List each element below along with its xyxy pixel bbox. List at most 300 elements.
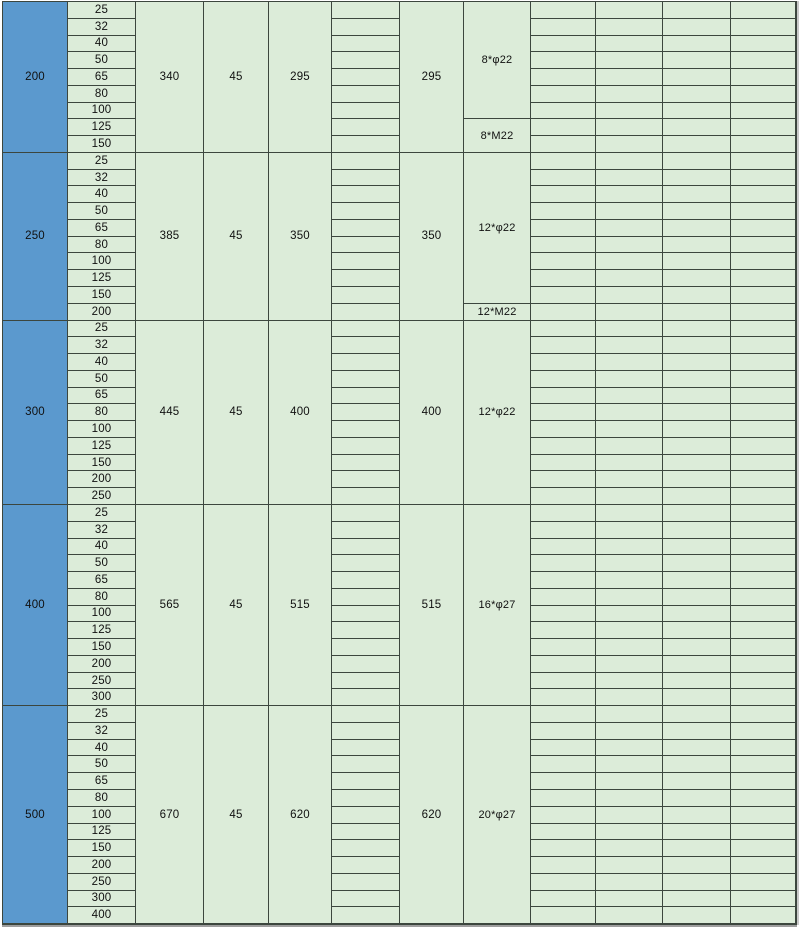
empty-cell <box>531 840 596 857</box>
size-cell: 300 <box>68 891 136 908</box>
empty-cell <box>596 840 663 857</box>
empty-cell <box>531 756 596 773</box>
dim-cell: 515 <box>269 505 332 706</box>
empty-cell <box>596 404 663 421</box>
empty-cell <box>663 824 731 841</box>
empty-cell <box>731 639 796 656</box>
empty-cell <box>596 19 663 36</box>
empty-cell <box>663 103 731 120</box>
empty-cell <box>596 438 663 455</box>
dim-cell: 385 <box>136 153 204 321</box>
empty-cell <box>596 488 663 505</box>
empty-cell <box>332 589 400 606</box>
empty-cell <box>531 354 596 371</box>
empty-cell <box>731 354 796 371</box>
dim-cell: 295 <box>269 2 332 153</box>
empty-cell <box>596 170 663 187</box>
size-cell: 25 <box>68 2 136 19</box>
empty-cell <box>332 36 400 53</box>
empty-cell <box>596 237 663 254</box>
empty-cell <box>531 740 596 757</box>
dim-cell: 445 <box>136 321 204 505</box>
empty-cell <box>731 371 796 388</box>
empty-cell <box>332 471 400 488</box>
empty-cell <box>332 807 400 824</box>
empty-cell <box>663 807 731 824</box>
empty-cell <box>332 639 400 656</box>
empty-cell <box>531 421 596 438</box>
size-cell: 80 <box>68 589 136 606</box>
bolt-spec-cell: 12*φ22 <box>464 153 531 304</box>
size-cell: 40 <box>68 36 136 53</box>
empty-cell <box>731 438 796 455</box>
size-cell: 200 <box>68 304 136 321</box>
empty-cell <box>332 622 400 639</box>
empty-cell <box>663 36 731 53</box>
empty-cell <box>531 270 596 287</box>
empty-cell <box>531 136 596 153</box>
empty-cell <box>531 237 596 254</box>
size-cell: 150 <box>68 136 136 153</box>
empty-cell <box>332 555 400 572</box>
size-cell: 32 <box>68 170 136 187</box>
empty-cell <box>731 622 796 639</box>
empty-cell <box>531 824 596 841</box>
empty-cell <box>596 572 663 589</box>
empty-cell <box>531 656 596 673</box>
empty-cell <box>663 2 731 19</box>
empty-cell <box>596 706 663 723</box>
empty-cell <box>663 656 731 673</box>
empty-cell <box>531 304 596 321</box>
dn-cell: 250 <box>3 153 68 321</box>
empty-cell <box>332 237 400 254</box>
empty-cell <box>663 321 731 338</box>
size-cell: 150 <box>68 840 136 857</box>
empty-cell <box>531 69 596 86</box>
empty-cell <box>531 471 596 488</box>
dim-cell: 45 <box>204 505 269 706</box>
empty-cell <box>663 304 731 321</box>
empty-cell <box>731 773 796 790</box>
empty-cell <box>332 354 400 371</box>
size-cell: 400 <box>68 907 136 924</box>
empty-cell <box>663 773 731 790</box>
empty-cell <box>731 220 796 237</box>
empty-cell <box>531 807 596 824</box>
dimension-table <box>2 1 797 925</box>
empty-cell <box>531 287 596 304</box>
empty-cell <box>731 656 796 673</box>
bolt-spec-cell: 8*φ22 <box>464 2 531 119</box>
size-cell: 100 <box>68 606 136 623</box>
empty-cell <box>531 404 596 421</box>
empty-cell <box>332 455 400 472</box>
dim-cell: 670 <box>136 706 204 924</box>
empty-cell <box>663 438 731 455</box>
empty-cell <box>332 388 400 405</box>
empty-cell <box>731 522 796 539</box>
size-cell: 80 <box>68 86 136 103</box>
empty-cell <box>596 907 663 924</box>
empty-cell <box>731 488 796 505</box>
empty-cell <box>663 790 731 807</box>
empty-cell <box>596 589 663 606</box>
empty-cell <box>596 723 663 740</box>
empty-cell <box>731 103 796 120</box>
bolt-spec-cell: 20*φ27 <box>464 706 531 924</box>
empty-cell <box>731 689 796 706</box>
empty-cell <box>531 689 596 706</box>
empty-cell <box>663 253 731 270</box>
empty-cell <box>531 874 596 891</box>
empty-cell <box>731 270 796 287</box>
dn-cell: 400 <box>3 505 68 706</box>
empty-cell <box>596 119 663 136</box>
empty-cell <box>663 857 731 874</box>
empty-cell <box>663 52 731 69</box>
dim-cell: 295 <box>400 2 464 153</box>
size-cell: 40 <box>68 354 136 371</box>
empty-cell <box>332 2 400 19</box>
empty-cell <box>332 86 400 103</box>
empty-cell <box>531 891 596 908</box>
empty-cell <box>731 555 796 572</box>
size-cell: 32 <box>68 19 136 36</box>
empty-cell <box>731 756 796 773</box>
bolt-spec-cell: 8*M22 <box>464 119 531 153</box>
empty-cell <box>332 840 400 857</box>
empty-cell <box>663 471 731 488</box>
empty-cell <box>596 388 663 405</box>
empty-cell <box>663 86 731 103</box>
empty-cell <box>663 891 731 908</box>
size-cell: 80 <box>68 790 136 807</box>
empty-cell <box>332 907 400 924</box>
size-cell: 32 <box>68 723 136 740</box>
size-cell: 32 <box>68 522 136 539</box>
empty-cell <box>332 270 400 287</box>
empty-cell <box>596 522 663 539</box>
empty-cell <box>731 119 796 136</box>
empty-cell <box>596 824 663 841</box>
empty-cell <box>596 2 663 19</box>
empty-cell <box>596 287 663 304</box>
dim-cell: 45 <box>204 706 269 924</box>
empty-cell <box>663 723 731 740</box>
dimension-table-grid <box>3 2 796 924</box>
empty-cell <box>332 689 400 706</box>
empty-cell <box>332 740 400 757</box>
empty-cell <box>332 304 400 321</box>
empty-cell <box>731 706 796 723</box>
empty-cell <box>731 723 796 740</box>
empty-cell <box>332 203 400 220</box>
size-cell: 125 <box>68 824 136 841</box>
empty-cell <box>596 337 663 354</box>
empty-cell <box>663 119 731 136</box>
empty-cell <box>596 186 663 203</box>
empty-cell <box>731 606 796 623</box>
empty-cell <box>731 790 796 807</box>
empty-cell <box>663 337 731 354</box>
empty-cell <box>332 19 400 36</box>
size-cell: 40 <box>68 539 136 556</box>
bolt-spec-cell: 16*φ27 <box>464 505 531 706</box>
size-cell: 65 <box>68 388 136 405</box>
empty-cell <box>332 287 400 304</box>
empty-cell <box>731 287 796 304</box>
empty-cell <box>332 186 400 203</box>
dim-cell: 620 <box>400 706 464 924</box>
size-cell: 65 <box>68 773 136 790</box>
empty-cell <box>596 304 663 321</box>
size-cell: 50 <box>68 203 136 220</box>
size-cell: 100 <box>68 253 136 270</box>
empty-cell <box>596 69 663 86</box>
empty-cell <box>332 790 400 807</box>
empty-cell <box>663 186 731 203</box>
empty-cell <box>596 539 663 556</box>
empty-cell <box>596 874 663 891</box>
empty-cell <box>731 539 796 556</box>
empty-cell <box>332 656 400 673</box>
size-cell: 150 <box>68 639 136 656</box>
size-cell: 65 <box>68 220 136 237</box>
empty-cell <box>531 388 596 405</box>
dn-cell: 200 <box>3 2 68 153</box>
empty-cell <box>596 86 663 103</box>
empty-cell <box>596 471 663 488</box>
dim-cell: 45 <box>204 321 269 505</box>
empty-cell <box>531 723 596 740</box>
empty-cell <box>332 337 400 354</box>
empty-cell <box>531 2 596 19</box>
empty-cell <box>332 673 400 690</box>
dim-cell: 565 <box>136 505 204 706</box>
empty-cell <box>596 136 663 153</box>
dim-cell: 45 <box>204 2 269 153</box>
size-cell: 100 <box>68 807 136 824</box>
empty-cell <box>731 857 796 874</box>
empty-cell <box>332 136 400 153</box>
empty-cell <box>731 891 796 908</box>
empty-cell <box>531 203 596 220</box>
empty-cell <box>731 86 796 103</box>
empty-cell <box>531 186 596 203</box>
empty-cell <box>663 170 731 187</box>
empty-cell <box>596 740 663 757</box>
empty-cell <box>531 103 596 120</box>
empty-cell <box>663 756 731 773</box>
empty-cell <box>332 321 400 338</box>
size-cell: 250 <box>68 488 136 505</box>
empty-cell <box>731 203 796 220</box>
empty-cell <box>596 421 663 438</box>
empty-cell <box>332 404 400 421</box>
size-cell: 25 <box>68 321 136 338</box>
empty-cell <box>731 673 796 690</box>
size-cell: 200 <box>68 656 136 673</box>
empty-cell <box>731 455 796 472</box>
empty-cell <box>663 388 731 405</box>
empty-cell <box>531 589 596 606</box>
size-cell: 200 <box>68 857 136 874</box>
size-cell: 300 <box>68 689 136 706</box>
empty-cell <box>596 857 663 874</box>
empty-cell <box>531 673 596 690</box>
empty-cell <box>596 773 663 790</box>
empty-cell <box>663 572 731 589</box>
empty-cell <box>332 824 400 841</box>
empty-cell <box>663 153 731 170</box>
empty-cell <box>731 874 796 891</box>
empty-cell <box>731 19 796 36</box>
empty-cell <box>731 421 796 438</box>
empty-cell <box>332 857 400 874</box>
size-cell: 125 <box>68 119 136 136</box>
empty-cell <box>596 455 663 472</box>
empty-cell <box>531 455 596 472</box>
empty-cell <box>531 790 596 807</box>
size-cell: 50 <box>68 756 136 773</box>
empty-cell <box>596 807 663 824</box>
empty-cell <box>332 488 400 505</box>
bolt-spec-cell: 12*M22 <box>464 304 531 321</box>
empty-cell <box>596 673 663 690</box>
empty-cell <box>531 19 596 36</box>
empty-cell <box>663 555 731 572</box>
empty-cell <box>596 52 663 69</box>
empty-cell <box>663 589 731 606</box>
size-cell: 50 <box>68 555 136 572</box>
empty-cell <box>531 907 596 924</box>
size-cell: 25 <box>68 505 136 522</box>
empty-cell <box>663 907 731 924</box>
dim-cell: 340 <box>136 2 204 153</box>
empty-cell <box>663 287 731 304</box>
empty-cell <box>731 572 796 589</box>
empty-cell <box>531 857 596 874</box>
empty-cell <box>531 119 596 136</box>
empty-cell <box>332 706 400 723</box>
empty-cell <box>596 790 663 807</box>
empty-cell <box>663 19 731 36</box>
empty-cell <box>663 840 731 857</box>
empty-cell <box>531 773 596 790</box>
empty-cell <box>731 740 796 757</box>
dim-cell: 350 <box>269 153 332 321</box>
empty-cell <box>731 170 796 187</box>
empty-cell <box>663 220 731 237</box>
empty-cell <box>663 203 731 220</box>
bolt-spec-cell: 12*φ22 <box>464 321 531 505</box>
empty-cell <box>731 321 796 338</box>
size-cell: 50 <box>68 371 136 388</box>
empty-cell <box>731 824 796 841</box>
empty-cell <box>596 153 663 170</box>
empty-cell <box>663 270 731 287</box>
empty-cell <box>332 220 400 237</box>
empty-cell <box>663 639 731 656</box>
empty-cell <box>596 891 663 908</box>
empty-cell <box>731 69 796 86</box>
size-cell: 80 <box>68 404 136 421</box>
empty-cell <box>731 337 796 354</box>
size-cell: 125 <box>68 438 136 455</box>
size-cell: 25 <box>68 153 136 170</box>
empty-cell <box>596 270 663 287</box>
empty-cell <box>332 723 400 740</box>
empty-cell <box>596 689 663 706</box>
empty-cell <box>531 606 596 623</box>
empty-cell <box>596 220 663 237</box>
empty-cell <box>596 505 663 522</box>
empty-cell <box>332 606 400 623</box>
empty-cell <box>596 656 663 673</box>
size-cell: 40 <box>68 740 136 757</box>
empty-cell <box>332 52 400 69</box>
empty-cell <box>531 522 596 539</box>
empty-cell <box>332 119 400 136</box>
empty-cell <box>731 471 796 488</box>
empty-cell <box>531 488 596 505</box>
size-cell: 40 <box>68 186 136 203</box>
empty-cell <box>596 354 663 371</box>
empty-cell <box>663 421 731 438</box>
size-cell: 200 <box>68 471 136 488</box>
empty-cell <box>596 555 663 572</box>
empty-cell <box>731 36 796 53</box>
empty-cell <box>332 874 400 891</box>
empty-cell <box>663 622 731 639</box>
size-cell: 125 <box>68 270 136 287</box>
empty-cell <box>596 622 663 639</box>
empty-cell <box>332 170 400 187</box>
empty-cell <box>731 52 796 69</box>
empty-cell <box>332 253 400 270</box>
empty-cell <box>531 639 596 656</box>
size-cell: 250 <box>68 874 136 891</box>
empty-cell <box>731 505 796 522</box>
empty-cell <box>531 153 596 170</box>
size-cell: 25 <box>68 706 136 723</box>
empty-cell <box>531 36 596 53</box>
size-cell: 150 <box>68 287 136 304</box>
empty-cell <box>663 522 731 539</box>
empty-cell <box>531 253 596 270</box>
empty-cell <box>332 421 400 438</box>
size-cell: 65 <box>68 572 136 589</box>
empty-cell <box>731 388 796 405</box>
empty-cell <box>332 773 400 790</box>
empty-cell <box>663 488 731 505</box>
empty-cell <box>731 840 796 857</box>
empty-cell <box>531 572 596 589</box>
empty-cell <box>332 522 400 539</box>
empty-cell <box>663 136 731 153</box>
empty-cell <box>531 555 596 572</box>
empty-cell <box>731 153 796 170</box>
empty-cell <box>332 69 400 86</box>
empty-cell <box>531 52 596 69</box>
empty-cell <box>663 673 731 690</box>
empty-cell <box>531 438 596 455</box>
size-cell: 50 <box>68 52 136 69</box>
empty-cell <box>663 606 731 623</box>
empty-cell <box>663 69 731 86</box>
empty-cell <box>531 371 596 388</box>
